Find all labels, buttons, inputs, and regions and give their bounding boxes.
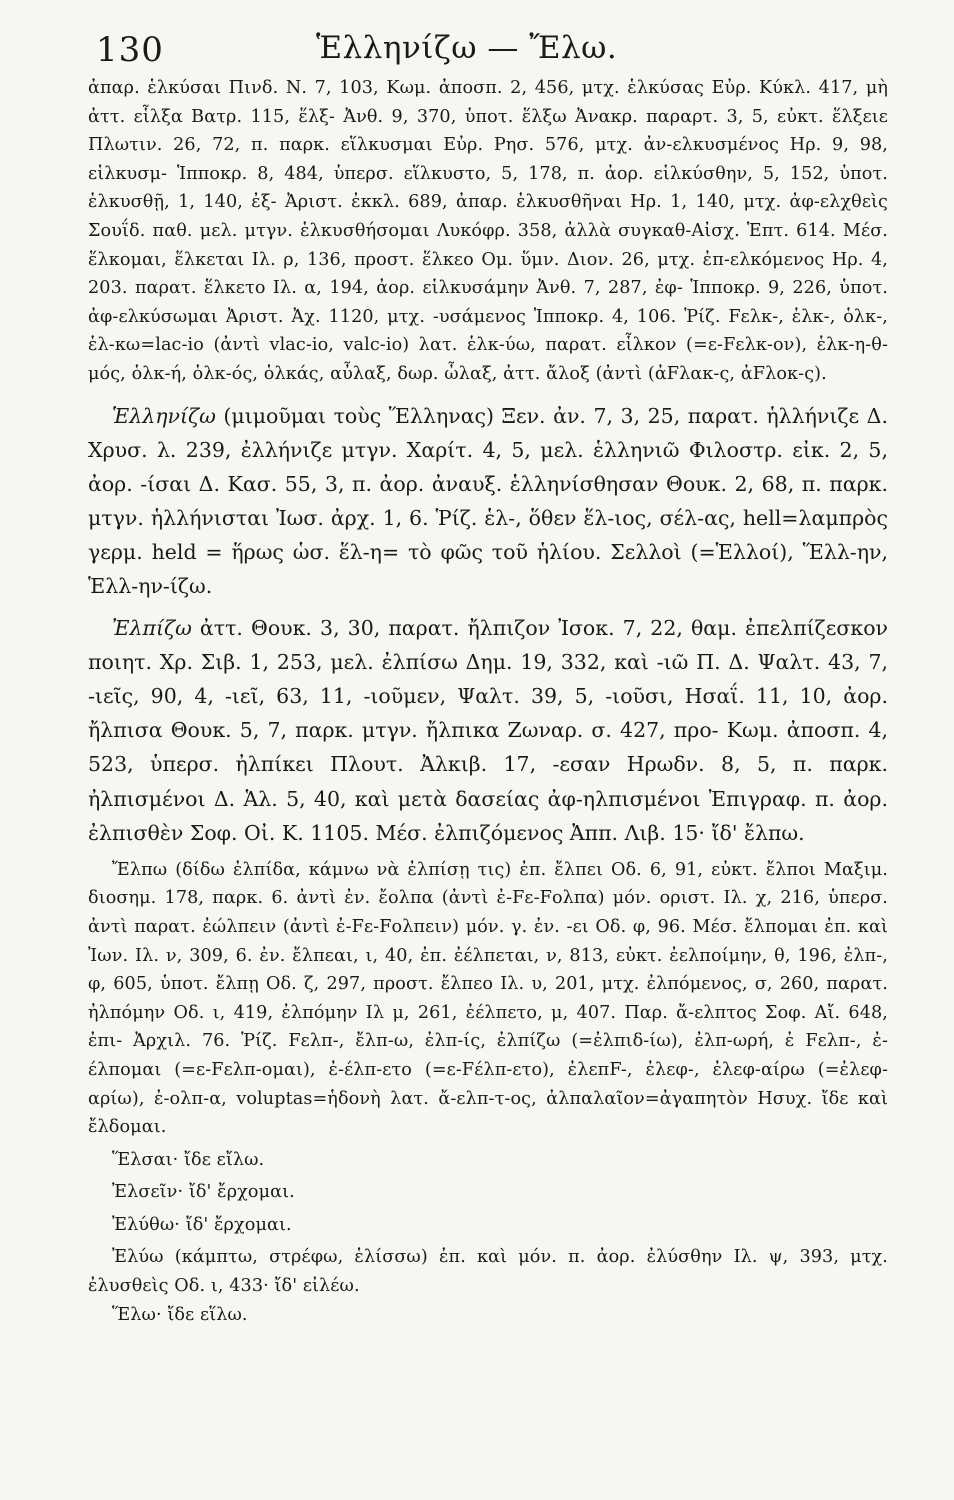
dictionary-page bbox=[88, 20, 888, 1480]
entry-lemma: Ἕλω· bbox=[112, 1304, 162, 1325]
entry-lemma: Ἕλσαι· bbox=[112, 1149, 179, 1170]
running-title: Ἑλληνίζω — Ἔλω. bbox=[316, 30, 618, 66]
entry-list bbox=[88, 74, 888, 1329]
entry-text: ἴδ' ἔρχομαι. bbox=[180, 1214, 292, 1235]
entry-text: (μιμοῦμαι τοὺς Ἕλληνας) Ξεν. ἀν. 7, 3, 25, παρατ. ἡλλήνιζε Δ. Χρυσ. λ. 239, ἐλλήνιζε μτγν. Χαρίτ. 4, 5, μελ. ἑλληνιῶ Φιλοστρ. εἰκ. 2, 5, ἀορ. -ίσαι Δ. Κασ. 55, 3, π. ἀορ. ἀναυξ. ἑλληνίσθησαν Θουκ. 2, 68, π. παρκ. μτγν. ἡλλήνισται Ἰωσ. ἀρχ. 1, 6. Ῥίζ. ἑλ-, ὅθεν ἕλ-ιος, σέλ-ας, hell=λαμπρὸς γερμ. held = ἥρως ὡσ. ἕλ-η= τὸ φῶς τοῦ ἡλίου. Σελλοὶ (=Ἑλλοί), Ἕλλ-ην, Ἑλλ-ην-ίζω. bbox=[88, 403, 888, 598]
entry-lemma: Ἔλπω bbox=[112, 859, 168, 880]
entry-elytho bbox=[88, 1211, 888, 1240]
entry-elo bbox=[88, 1301, 888, 1330]
entry-text: ἴδε εἴλω. bbox=[178, 1149, 265, 1170]
entry-elpo bbox=[88, 856, 888, 1142]
entry-lemma: Ἑλληνίζω bbox=[112, 403, 216, 428]
page-number: 130 bbox=[96, 30, 164, 70]
entry-text: (κάμπτω, στρέφω, ἑλίσσω) ἐπ. καὶ μόν. π. ἀορ. ἐλύσθην Ιλ. ψ, 393, μτχ. ἐλυσθεὶς Οδ. ι, 433· ἴδ' εἰλέω. bbox=[88, 1247, 888, 1297]
entry-lemma: Ἐλσεῖν· bbox=[112, 1182, 184, 1203]
entry-elpizo bbox=[88, 611, 888, 850]
entry-text: (δίδω ἐλπίδα, κάμνω νὰ ἐλπίσῃ τις) ἐπ. ἔλπει Οδ. 6, 91, εὐκτ. ἔλποι Μαξιμ. διοσημ. 178, παρκ. 6. ἀντὶ ἐν. ἔολπα (ἀντὶ ἐ-Fε-Fολπα) μόν. οριστ. Ιλ. χ, 216, ὑπερσ. ἀντὶ παρατ. ἐώλπειν (ἀντὶ ἐ-Fε-Fολπειν) μόν. γ. ἐν. -ει Οδ. φ, 96. Μέσ. ἔλπομαι ἐπ. καὶ Ἰων. Ιλ. ν, 309, 6. ἐν. ἔλπεαι, ι, 40, ἐπ. ἐέλπεται, ν, 813, εὐκτ. ἐελποίμην, θ, 196, ἐλπ-, φ, 605, ὑποτ. ἔλπῃ Οδ. ζ, 297, προστ. ἔλπεο Ιλ. υ, 201, μτχ. ἐλπόμενος, σ, 260, παρατ. ἠλπόμην Οδ. ι, 419, ἐλπόμην Ιλ μ, 261, ἐέλπετο, μ, 407. Παρ. ἄ-ελπτος Σοφ. Αἴ. 648, ἐπι- Ἀρχιλ. 76. Ῥίζ. Fελπ-, ἔλπ-ω, ἐλπ-ίς, ἐλπίζω (=ἐλπιδ-ίω), ἐλπ-ωρή, ἐ Fελπ-, ἐ-έλπομαι (=ε-Fελπ-ομαι), ἐ-έλπ-ετο (=ε-Fέλπ-ετο), ἐλεπF-, ἐλεφ-, ἐλεφ-αίρω (=ἐλεφ-αρίω), ἐ-ολπ-α, voluptas=ἡδονὴ λατ. ἄ-ελπ-τ-ος, ἀλπαλαῖον=ἀγαπητὸν Ησυχ. ἴδε καὶ ἔλδομαι. bbox=[88, 859, 888, 1138]
entry-continuation bbox=[88, 74, 888, 389]
entry-lemma: Ἐλύθω· bbox=[112, 1214, 180, 1235]
running-head bbox=[88, 20, 888, 74]
entry-text: ἴδ' ἔρχομαι. bbox=[183, 1182, 295, 1203]
entry-text: ἴδε εἵλω. bbox=[161, 1304, 248, 1325]
entry-text: ἀπαρ. ἑλκύσαι Πινδ. Ν. 7, 103, Κωμ. ἀποσπ. 2, 456, μτχ. ἑλκύσας Εὐρ. Κύκλ. 417, μὴ ἀττ. εἷλξα Βατρ. 115, ἕλξ- Ἀνθ. 9, 370, ὑποτ. ἕλξω Ἀνακρ. παραρτ. 3, 5, εὐκτ. ἕλξειε Πλωτιν. 26, 72, π. παρκ. εἵλκυσμαι Εὐρ. Ρησ. 576, μτχ. ἀν-ελκυσμένος Ηρ. 9, 98, εἱλκυσμ- Ἱπποκρ. 8, 484, ὑπερσ. εἵλκυστο, 5, 178, π. ἀορ. εἱλκύσθην, 5, 152, ὑποτ. ἑλκυσθῇ, 1, 140, ἐξ- Ἀριστ. ἐκκλ. 689, ἀπαρ. ἑλκυσθῆναι Ηρ. 1, 140, μτχ. ἀφ-ελχθεὶς Σουΐδ. παθ. μελ. μτγν. ἑλκυσθήσομαι Λυκόφρ. 358, ἀλλὰ συγκαθ-Αἰσχ. Ἑπτ. 614. Μέσ. ἕλκομαι, ἕλκεται Ιλ. ρ, 136, προστ. ἕλκεο Ομ. ὕμν. Διον. 26, μτχ. ἐπ-ελκόμενος Ηρ. 4, 203. παρατ. ἕλκετο Ιλ. α, 194, ἀορ. εἱλκυσάμην Ἀνθ. 7, 287, ἐφ- Ἱπποκρ. 9, 226, ὑποτ. ἀφ-ελκύσωμαι Ἀριστ. Ἀχ. 1120, μτχ. -υσάμενος Ἱπποκρ. 4, 106. Ῥίζ. Fελκ-, ἑλκ-, ὁλκ-, ἑλ-κω=lac-io (ἀντὶ vlac-io, valc-io) λατ. ἑλκ-ύω, παρατ. εἷλκον (=ε-Fελκ-ον), ἑλκ-η-θ-μός, ὁλκ-ή, ὁλκ-ός, ὁλκάς, αὖλαξ, δωρ. ὦλαξ, ἀττ. ἄλοξ (ἀντὶ (ἀFλακ-ς, ἀFλοκ-ς). bbox=[88, 78, 888, 384]
entry-elsein bbox=[88, 1178, 888, 1207]
entry-lemma: Ἐλύω bbox=[112, 1247, 164, 1268]
entry-text: ἀττ. Θουκ. 3, 30, παρατ. ἤλπιζον Ἰσοκ. 7, 22, θαμ. ἐπελπίζεσκον ποιητ. Χρ. Σιβ. 1, 253, μελ. ἐλπίσω Δημ. 19, 332, καὶ -ιῶ Π. Δ. Ψαλτ. 43, 7, -ιεῖς, 90, 4, -ιεῖ, 63, 11, -ιοῦμεν, Ψαλτ. 39, 5, -ιοῦσι, Ησαΐ. 11, 10, ἀορ. ἤλπισα Θουκ. 5, 7, παρκ. μτγν. ἤλπικα Ζωναρ. σ. 427, προ- Κωμ. ἀποσπ. 4, 523, ὑπερσ. ἠλπίκει Πλουτ. Ἀλκιβ. 17, -εσαν Ηρωδν. 8, 5, π. παρκ. ἠλπισμένοι Δ. Ἁλ. 5, 40, καὶ μετὰ δασείας ἀφ-ηλπισμένοι Ἐπιγραφ. π. ἀορ. ἐλπισθὲν Σοφ. Οἰ. Κ. 1105. Μέσ. ἐλπιζόμενος Ἀππ. Λιβ. 15· ἴδ' ἔλπω. bbox=[88, 616, 888, 845]
entry-elyo bbox=[88, 1243, 888, 1300]
entry-elsai bbox=[88, 1146, 888, 1175]
entry-hellenizo bbox=[88, 399, 888, 604]
entry-lemma: Ἐλπίζω bbox=[112, 616, 192, 641]
